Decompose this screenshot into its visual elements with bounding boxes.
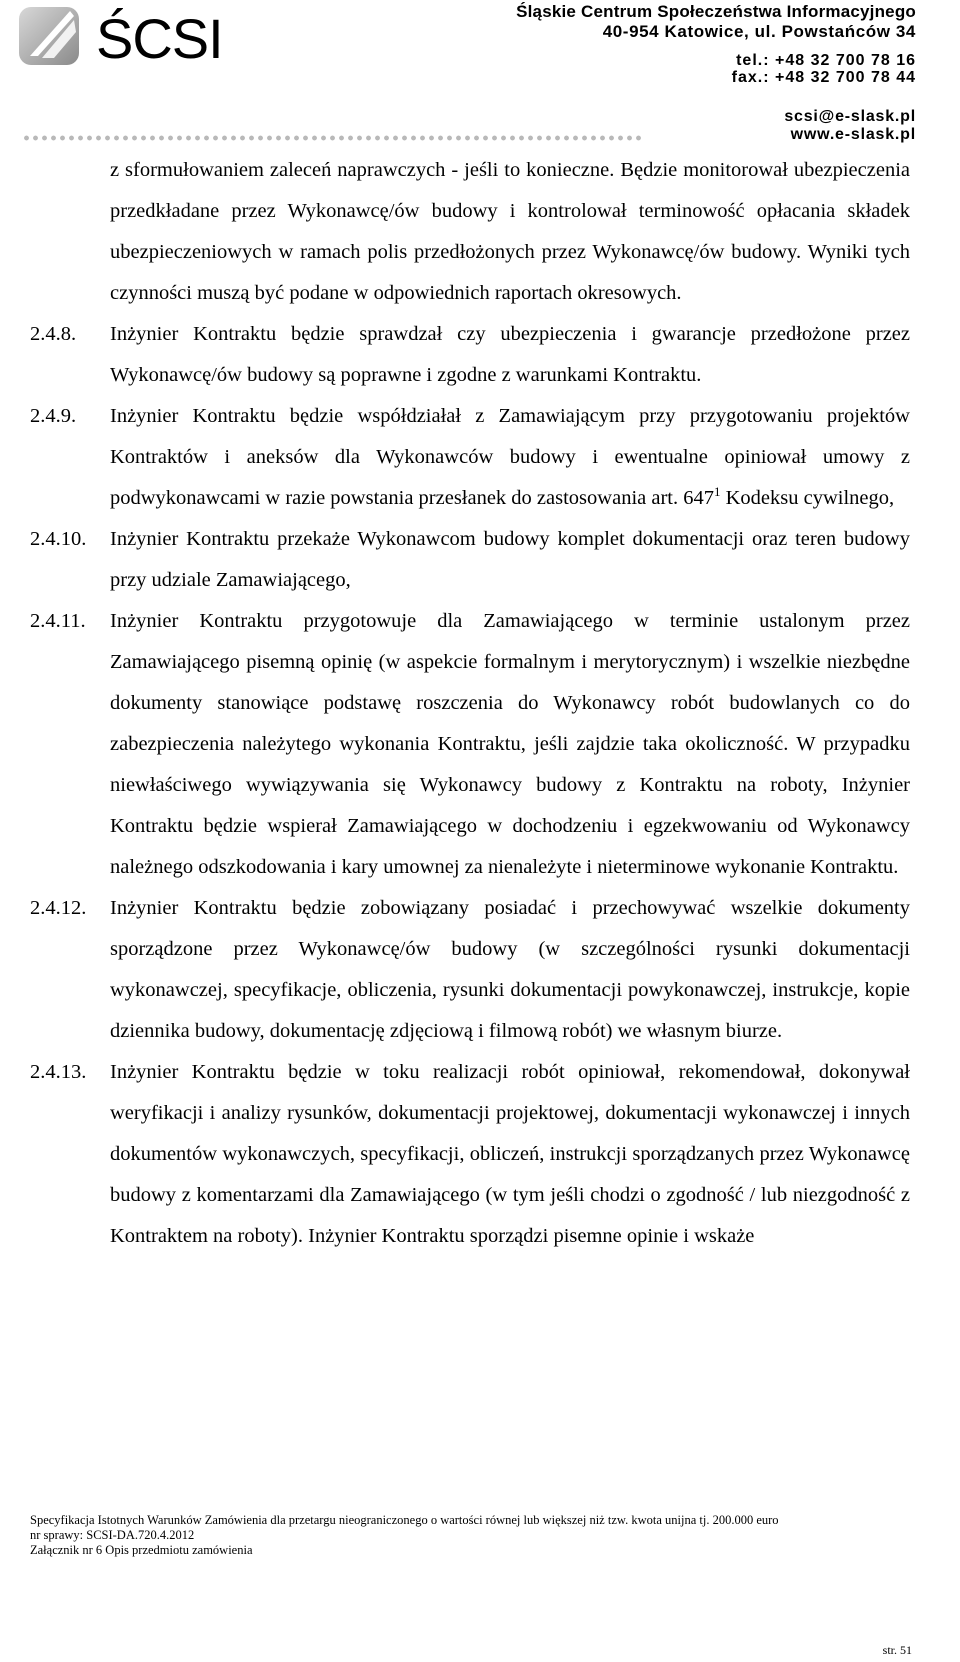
page-number: str. 51	[882, 1643, 912, 1657]
paragraph-text: Inżynier Kontraktu będzie zobowiązany posiadać i przechowywać wszelkie dokumenty sporządzone przez Wykonawcę/ów budowy (w szczególności rysunki dokumentacji wykonawczej, specyfikacje, obliczenia, rysunki dokumentacji powykonawczej, instrukcje, kopie dziennika budowy, dokumentację zdjęciową i filmową robót) we własnym biurze.	[110, 897, 910, 1042]
logo-mark-icon	[18, 6, 88, 68]
organization-block	[516, 2, 916, 42]
document-body	[30, 150, 910, 1257]
paragraph-2-4-10	[30, 519, 910, 601]
paragraph-text: Inżynier Kontraktu będzie w toku realizacji robót opiniował, rekomendował, dokonywał weryfikacji i analizy rysunków, dokumentacji projektowej, dokumentacji wykonawczej i innych dokumentów wykonawczych, specyfikacji, obliczeń, instrukcji sporządzanych przez Wykonawcę budowy z komentarzami dla Zamawiającego (w tym jeśli chodzi o zgodność / lub niezgodność z Kontraktem na roboty). Inżynier Kontraktu sporządzi pisemne opinie i wskaże	[110, 1061, 910, 1247]
paragraph-2-4-9	[30, 396, 910, 519]
page-footer	[30, 1513, 779, 1558]
header-dotted-divider	[22, 135, 642, 141]
email-address: scsi@e-slask.pl	[784, 108, 916, 125]
paragraph-2-4-11	[30, 601, 910, 888]
paragraph-text: Inżynier Kontraktu przekaże Wykonawcom budowy komplet dokumentacji oraz teren budowy przy udziale Zamawiającego,	[110, 528, 910, 591]
superscript: 1	[713, 484, 721, 500]
paragraph-number: 2.4.9.	[30, 405, 77, 427]
intro-paragraph	[30, 150, 910, 314]
phone-number: tel.: +48 32 700 78 16	[736, 52, 916, 69]
organization-name: Śląskie Centrum Społeczeństwa Informacyjnego	[516, 2, 916, 21]
paragraph-number: 2.4.8.	[30, 323, 77, 345]
paragraph-2-4-8	[30, 314, 910, 396]
paragraph-text: Inżynier Kontraktu będzie współdziałał z Zamawiającym przy przygotowaniu projektów Kontraktów i aneksów dla Wykonawców budowy i ewentualne opiniował umowy z podwykonawcami w razie powstania przesłanek do zastosowania art. 647	[110, 405, 910, 509]
footer-spec-title: Specyfikacja Istotnych Warunków Zamówienia dla przetargu nieograniczonego o wartości równej lub większej niż tzw. kwota unijna tj. 200.000 euro	[30, 1513, 779, 1527]
paragraph-number: 2.4.12.	[30, 897, 87, 919]
paragraph-number: 2.4.13.	[30, 1061, 87, 1083]
web-contact-block	[784, 108, 916, 144]
paragraph-text: Inżynier Kontraktu będzie sprawdzał czy ubezpieczenia i gwarancje przedłożone przez Wykonawcę/ów budowy są poprawne i zgodne z warunkami Kontraktu.	[110, 323, 910, 386]
fax-number: fax.: +48 32 700 78 44	[731, 69, 916, 86]
footer-case-number: nr sprawy: SCSI-DA.720.4.2012	[30, 1528, 195, 1542]
logo-text: ŚCSI	[96, 7, 223, 70]
paragraph-number: 2.4.10.	[30, 528, 87, 550]
organization-address: 40-954 Katowice, ul. Powstańców 34	[602, 22, 916, 41]
paragraph-2-4-12	[30, 888, 910, 1052]
footer-attachment: Załącznik nr 6 Opis przedmiotu zamówienia	[30, 1543, 253, 1557]
intro-text: z sformułowaniem zaleceń naprawczych - jeśli to konieczne. Będzie monitorował ubezpieczenia przedkładane przez Wykonawcę/ów budowy i kontrolował terminowość opłacania składek ubezpieczeniowych w ramach polis przedłożonych przez Wykonawcę/ów budowy. Wyniki tych czynności muszą być podane w odpowiednich raportach okresowych.	[110, 159, 910, 304]
paragraph-text: Inżynier Kontraktu przygotowuje dla Zamawiającego w terminie ustalonym przez Zamawiającego pisemną opinię (w aspekcie formalnym i merytorycznym) i wszelkie niezbędne dokumenty stanowiące podstawę roszczenia do Wykonawcy robót budowlanych co do zabezpieczenia należytego wykonania Kontraktu, jeśli zajdzie taka okoliczność. W przypadku niewłaściwego wywiązywania się Wykonawcy budowy z Kontraktu na roboty, Inżynier Kontraktu będzie wspierał Zamawiającego w dochodzeniu i egzekwowaniu od Wykonawcy należnego odszkodowania i kary umownej za nienależyte i nieterminowe wykonanie Kontraktu.	[110, 610, 910, 878]
contact-block	[732, 52, 916, 86]
website-address: www.e-slask.pl	[790, 126, 916, 143]
paragraph-text-end: Kodeksu cywilnego,	[720, 487, 895, 509]
paragraph-2-4-13	[30, 1052, 910, 1257]
scsi-logo	[18, 6, 250, 68]
paragraph-number: 2.4.11.	[30, 610, 86, 632]
